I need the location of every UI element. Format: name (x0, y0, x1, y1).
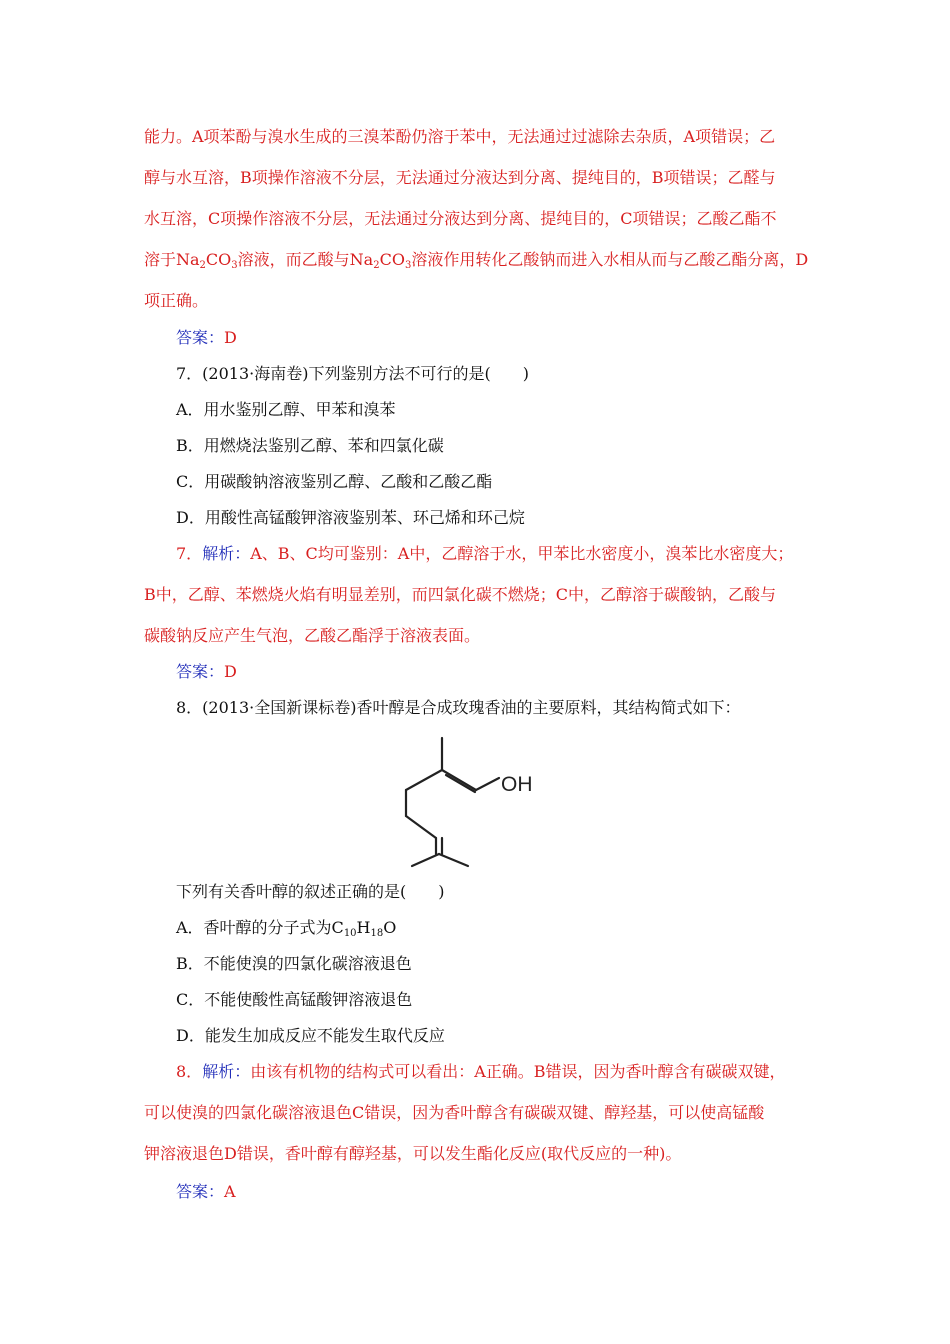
q8-option-a: A．香叶醇的分子式为$C_{10}H_{18}O$ (176, 918, 397, 939)
geraniol-skeleton (406, 738, 499, 866)
q8-stem: 8．(2013·全国新课标卷)香叶醇是合成玫瑰香油的主要原料，其结构简式如下： (176, 698, 741, 717)
analysis6-line5: 项正确。 (144, 291, 209, 310)
q7-option-c: C．用碳酸钠溶液鉴别乙醇、乙酸和乙酸乙酯 (176, 472, 493, 491)
answer6 (176, 328, 237, 348)
analysis8-line1: 8．解析：由该有机物的结构式可以看出：A正确。B错误，因为香叶醇含有碳碳双键， (176, 1062, 786, 1081)
analysis7-line3: 碳酸钠反应产生气泡，乙酸乙酯浮于溶液表面。 (144, 626, 481, 645)
analysis7-line1: 7．解析：A、B、C均可鉴别：A中，乙醇溶于水，甲苯比水密度小，溴苯比水密度大； (176, 544, 794, 563)
q7-stem: 7．(2013·海南卷)下列鉴别方法不可行的是( ) (176, 364, 529, 383)
q7-option-b: B．用燃烧法鉴别乙醇、苯和四氯化碳 (176, 436, 444, 455)
hydroxyl-label: OH (501, 773, 533, 796)
answer8 (176, 1182, 236, 1202)
q8-sub-stem: 下列有关香叶醇的叙述正确的是( ) (176, 882, 445, 901)
geraniol-structure (400, 732, 550, 868)
analysis-label: 解析： (202, 544, 251, 563)
analysis6-line3: 水互溶，C项操作溶液不分层，无法通过分液达到分离、提纯目的，C项错误；乙酸乙酯不 (144, 209, 777, 228)
analysis-label: 解析： (202, 1062, 251, 1081)
answer-value: A (224, 1182, 236, 1201)
answer-value: D (224, 328, 237, 347)
answer-label: 答案： (176, 662, 225, 681)
q8-option-d: D．能发生加成反应不能发生取代反应 (176, 1026, 445, 1045)
analysis6-line1: 能力。A项苯酚与溴水生成的三溴苯酚仍溶于苯中，无法通过过滤除去杂质，A项错误；乙 (144, 127, 776, 146)
analysis8-line2: 可以使溴的四氯化碳溶液退色C错误，因为香叶醇含有碳碳双键、醇羟基，可以使高锰酸 (144, 1103, 765, 1122)
answer7 (176, 662, 237, 682)
q8-option-b: B．不能使溴的四氯化碳溶液退色 (176, 954, 412, 973)
q7-option-d: D．用酸性高锰酸钾溶液鉴别苯、环己烯和环己烷 (176, 508, 525, 527)
answer-label: 答案： (176, 1182, 225, 1201)
answer-value: D (224, 662, 237, 681)
q8-option-c: C．不能使酸性高锰酸钾溶液退色 (176, 990, 413, 1009)
q7-option-a: A．用水鉴别乙醇、甲苯和溴苯 (176, 400, 396, 419)
analysis7-line2: B中，乙醇、苯燃烧火焰有明显差别，而四氯化碳不燃烧；C中，乙醇溶于碳酸钠，乙酸与 (144, 585, 777, 604)
analysis6-line4: 溶于$Na_2CO_3$溶液，而乙酸与$Na_2CO_3$溶液作用转化乙酸钠而进入水相从而与乙酸乙酯分离，D (144, 250, 809, 271)
analysis8-line3: 钾溶液退色D错误，香叶醇有醇羟基，可以发生酯化反应(取代反应的一种)。 (144, 1144, 682, 1163)
answer-label: 答案： (176, 328, 225, 347)
analysis6-line2: 醇与水互溶，B项操作溶液不分层，无法通过分液达到分离、提纯目的，B项错误；乙醛与 (144, 168, 776, 187)
